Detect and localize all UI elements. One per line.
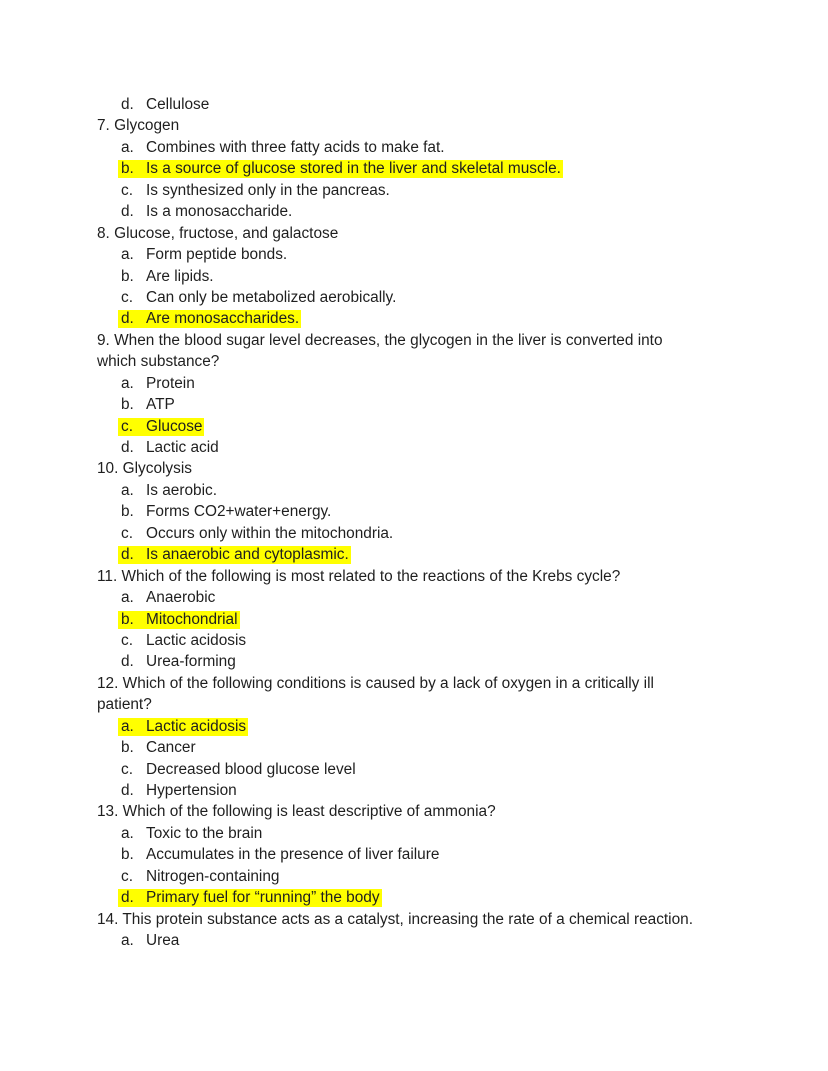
- answer-option-highlighted: [0, 544, 828, 565]
- option-text-wrap: [118, 268, 216, 286]
- option-text: Form peptide bonds.: [146, 246, 288, 264]
- option-letter: b.: [121, 503, 134, 521]
- option-text-wrap: [118, 503, 333, 521]
- option-text-wrap: [118, 868, 281, 886]
- option-text: Can only be metabolized aerobically.: [146, 288, 397, 306]
- answer-option: [0, 587, 828, 608]
- option-text-wrap: [118, 589, 217, 607]
- option-text-wrap: [118, 396, 177, 414]
- answer-highlight: [118, 418, 204, 436]
- answer-option: [0, 780, 828, 801]
- option-text-wrap: [118, 761, 358, 779]
- option-text: Mitochondrial: [146, 610, 238, 628]
- option-text: Toxic to the brain: [146, 824, 263, 842]
- answer-option-highlighted: [0, 158, 828, 179]
- option-text: Urea-forming: [146, 653, 236, 671]
- option-letter: c.: [121, 288, 133, 306]
- question-line: 13. Which of the following is least descriptive of ammonia?: [97, 803, 496, 821]
- option-text: Cellulose: [146, 96, 210, 113]
- answer-option-highlighted: [0, 887, 828, 908]
- answer-option: [0, 501, 828, 522]
- option-text: Are lipids.: [146, 267, 214, 285]
- option-text-wrap: [118, 139, 447, 157]
- question-line: patient?: [97, 696, 152, 714]
- option-text: Occurs only within the mitochondria.: [146, 524, 394, 542]
- answer-option: [0, 94, 828, 115]
- option-letter: c.: [121, 524, 133, 542]
- option-text-wrap: [118, 932, 181, 950]
- option-letter: b.: [121, 846, 134, 864]
- answer-option: [0, 373, 828, 394]
- option-text-wrap: [118, 653, 238, 671]
- answer-option: [0, 759, 828, 780]
- option-text-wrap: [118, 246, 289, 264]
- answer-highlight: [118, 310, 301, 328]
- option-text-wrap: [118, 289, 398, 307]
- answer-option-highlighted: [0, 416, 828, 437]
- option-letter: c.: [121, 760, 133, 778]
- option-text: Urea: [146, 932, 180, 950]
- answer-option: [0, 866, 828, 887]
- answer-option: [0, 394, 828, 415]
- option-letter: d.: [121, 546, 134, 564]
- option-text-wrap: [118, 632, 248, 650]
- answer-option: [0, 630, 828, 651]
- answer-option: [0, 523, 828, 544]
- option-text-wrap: [118, 482, 219, 500]
- option-text: Protein: [146, 374, 195, 392]
- option-letter: b.: [121, 267, 134, 285]
- option-text: Combines with three fatty acids to make fat.: [146, 138, 445, 156]
- option-letter: c.: [121, 631, 133, 649]
- option-text-wrap: [118, 782, 239, 800]
- option-letter: b.: [121, 739, 134, 757]
- option-text: Decreased blood glucose level: [146, 760, 356, 778]
- option-text-wrap: [118, 846, 441, 864]
- option-letter: d.: [121, 653, 134, 671]
- answer-option: [0, 201, 828, 222]
- document-page: [0, 94, 828, 952]
- option-text: Nitrogen-containing: [146, 867, 280, 885]
- answer-option: [0, 180, 828, 201]
- option-text: Is a source of glucose stored in the liver and skeletal muscle.: [146, 160, 561, 178]
- question-line: 11. Which of the following is most related to the reactions of the Krebs cycle?: [97, 567, 621, 585]
- option-text: Anaerobic: [146, 589, 216, 607]
- question-line: 12. Which of the following conditions is caused by a lack of oxygen in a critically ill: [97, 674, 654, 692]
- answer-highlight: [118, 160, 563, 178]
- option-text: Cancer: [146, 739, 196, 757]
- option-letter: b.: [121, 160, 134, 178]
- question-line: which substance?: [97, 353, 220, 371]
- option-text-wrap: [118, 203, 294, 221]
- option-text: Lactic acidosis: [146, 631, 247, 649]
- answer-option: [0, 437, 828, 458]
- answer-option-highlighted: [0, 716, 828, 737]
- answer-option-highlighted: [0, 609, 828, 630]
- option-letter: c.: [121, 417, 133, 435]
- answer-option: [0, 930, 828, 951]
- option-text: Is aerobic.: [146, 481, 218, 499]
- option-letter: c.: [121, 181, 133, 199]
- question-line: 14. This protein substance acts as a catalyst, increasing the rate of a chemical reaction.: [97, 910, 693, 928]
- answer-highlight: [118, 546, 351, 564]
- option-letter: b.: [121, 610, 134, 628]
- answer-option: [0, 244, 828, 265]
- answer-highlight: [118, 718, 248, 736]
- answer-option: [0, 137, 828, 158]
- option-text-wrap: [118, 739, 198, 757]
- option-text: Accumulates in the presence of liver failure: [146, 846, 440, 864]
- answer-highlight: [118, 889, 382, 907]
- option-letter: a.: [121, 824, 134, 842]
- option-text-wrap: [118, 375, 197, 393]
- option-text: Is anaerobic and cytoplasmic.: [146, 546, 349, 564]
- option-letter: d.: [121, 96, 134, 113]
- option-letter: d.: [121, 889, 134, 907]
- option-letter: a.: [121, 374, 134, 392]
- option-letter: c.: [121, 867, 133, 885]
- option-text: Lactic acid: [146, 439, 219, 456]
- option-text: Forms CO2+water+energy.: [146, 503, 332, 521]
- answer-option: [0, 823, 828, 844]
- option-letter: b.: [121, 396, 134, 414]
- answer-option: [0, 287, 828, 308]
- option-text: Hypertension: [146, 782, 237, 799]
- answer-option: [0, 480, 828, 501]
- option-letter: a.: [121, 481, 134, 499]
- answer-option: [0, 266, 828, 287]
- option-text: Is a monosaccharide.: [146, 203, 293, 221]
- option-text-wrap: [118, 439, 221, 457]
- option-letter: a.: [121, 246, 134, 264]
- answer-option: [0, 844, 828, 865]
- option-text: Glucose: [146, 417, 203, 435]
- option-text-wrap: [118, 825, 264, 843]
- option-letter: d.: [121, 439, 134, 456]
- question-line: 7. Glycogen: [97, 117, 180, 135]
- option-letter: d.: [121, 203, 134, 221]
- option-letter: a.: [121, 589, 134, 607]
- option-letter: a.: [121, 138, 134, 156]
- option-text: Primary fuel for “running” the body: [146, 889, 380, 907]
- answer-option: [0, 737, 828, 758]
- option-text-wrap: [118, 182, 392, 200]
- option-text: ATP: [146, 396, 175, 414]
- question-line: 8. Glucose, fructose, and galactose: [97, 224, 339, 242]
- answer-highlight: [118, 611, 240, 629]
- option-text-wrap: [118, 525, 395, 543]
- answer-option-highlighted: [0, 308, 828, 329]
- option-letter: a.: [121, 717, 134, 735]
- option-letter: d.: [121, 782, 134, 799]
- option-text: Is synthesized only in the pancreas.: [146, 181, 390, 199]
- option-letter: a.: [121, 932, 134, 950]
- question-line: 10. Glycolysis: [97, 460, 192, 478]
- option-text: Are monosaccharides.: [146, 310, 300, 328]
- option-letter: d.: [121, 310, 134, 328]
- option-text: Lactic acidosis: [146, 717, 247, 735]
- question-line: 9. When the blood sugar level decreases, the glycogen in the liver is converted into: [97, 331, 663, 349]
- option-text-wrap: [118, 96, 211, 114]
- answer-option: [0, 651, 828, 672]
